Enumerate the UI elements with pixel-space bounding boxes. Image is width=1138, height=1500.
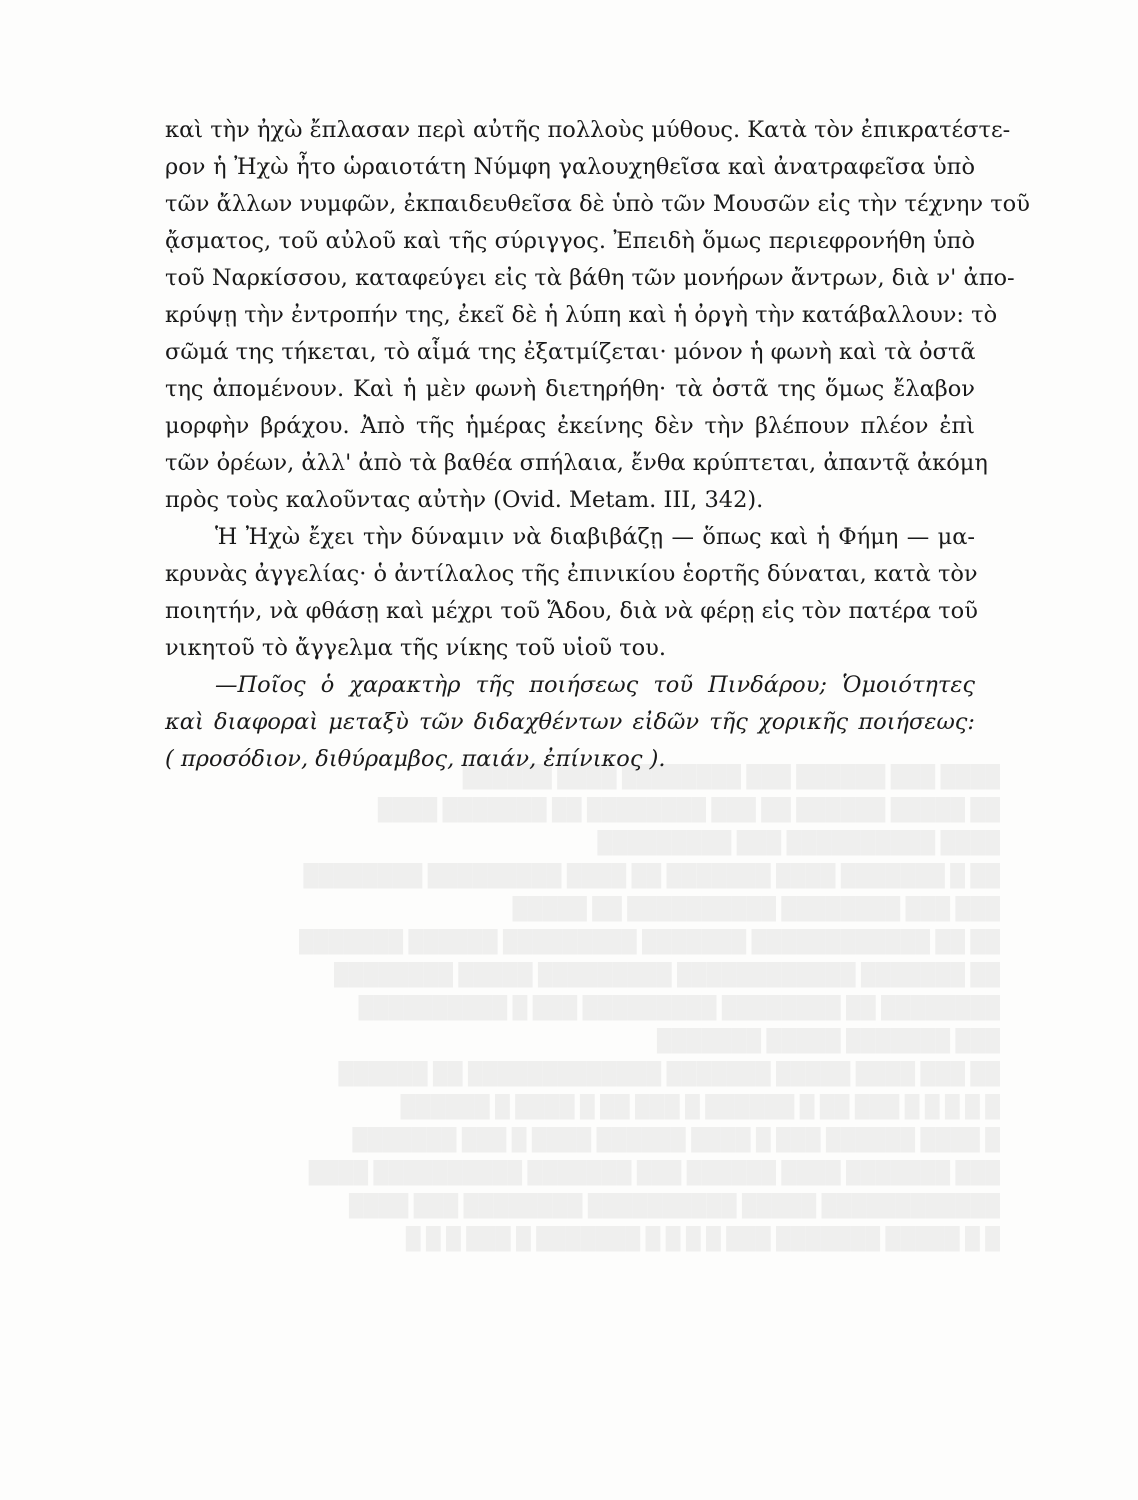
show-through-text: ████ ███ ██████ ███ ████████ ████ ██████ ██ █████ ██████ ██ ███ ████████ ██ ███████ ████ ████ ██████████ ███ █████████ ██ █ ███████ ████ ███████ ██ ████ █████████ ████████ ███ ███ ████████ ██████████ ██ █████ ██ ██ ████████████ ███████ █████████ ██████ ███████ ██ ███████ ████████████ █████████ █████ ████████ ████████ ██ ████████ █████████ ███ █ ██████████ ███ ███████ █████ ███████ ██ ███ ████ █████ ███████ █████████████ ██ ██████ █ █ █ █ █ ███ ██ █ ██████ █ ███ ██ █ ████ █ ██████ █ ████ ██████ ███ █ ████ ██████ ████ █ ███ ███████ ███ ███████ ████ ██████ ███ ███████ ██████████ ████ ████████████ █████ ██████████ ████████ ███ ████ █ █ █████ ███████ ███ █ █ █ █ ███████ █ ███ █ █ █	[298, 764, 1000, 1250]
question-line-2: καὶ διαφοραὶ μεταξὺ τῶν διδαχθέντων εἰδῶν τῆς χορικῆς ποιήσεως:	[165, 709, 975, 735]
text-line-2: ρον ἡ Ἠχὼ ἦτο ὡραιοτάτη Νύμφη γαλουχηθεῖσα καὶ ἀνατραφεῖσα ὑπὸ	[165, 154, 975, 180]
text-line-7: σῶμά της τήκεται, τὸ αἷμά της ἐξατμίζεται· μόνον ἡ φωνὴ καὶ τὰ ὀστᾶ	[165, 339, 976, 365]
text-line-6: κρύψῃ τὴν ἐντροπήν της, ἐκεῖ δὲ ἡ λύπη καὶ ἡ ὀργὴ τὴν κατάβαλλουν: τὸ	[165, 302, 998, 328]
text-line-13: κρυνὰς ἀγγελίας· ὁ ἀντίλαλος τῆς ἐπινικίου ἑορτῆς δύναται, κατὰ τὸν	[165, 561, 978, 587]
question-line-1: —Ποῖος ὁ χαρακτὴρ τῆς ποιήσεως τοῦ Πινδάρου; Ὁμοιότητες	[215, 672, 975, 698]
question-line-3: ( προσόδιον, διθύραμβος, παιάν, ἐπίνικος ).	[165, 746, 666, 772]
text-line-12: Ἡ Ἠχὼ ἔχει τὴν δύναμιν νὰ διαβιβάζῃ — ὅπως καὶ ἡ Φήμη — μα-	[215, 524, 975, 550]
body-text	[165, 112, 1030, 778]
text-line-9: μορφὴν βράχου. Ἀπὸ τῆς ἡμέρας ἐκείνης δὲν τὴν βλέπουν πλέον ἐπὶ	[165, 413, 975, 439]
text-line-14: ποιητήν, νὰ φθάσῃ καὶ μέχρι τοῦ Ἅδου, διὰ νὰ φέρῃ εἰς τὸν πατέρα τοῦ	[165, 598, 978, 624]
text-line-11: πρὸς τοὺς καλοῦντας αὐτὴν (Ovid. Metam. III, 342).	[165, 487, 764, 513]
text-line-3: τῶν ἄλλων νυμφῶν, ἐκπαιδευθεῖσα δὲ ὑπὸ τῶν Μουσῶν εἰς τὴν τέχνην τοῦ	[165, 191, 1030, 217]
text-line-1: καὶ τὴν ἠχὼ ἔπλασαν περὶ αὐτῆς πολλοὺς μύθους. Κατὰ τὸν ἐπικρατέστε-	[165, 117, 1011, 143]
text-line-10: τῶν ὀρέων, ἀλλ' ἀπὸ τὰ βαθέα σπήλαια, ἔνθα κρύπτεται, ἀπαντᾷ ἀκόμη	[165, 450, 988, 476]
text-line-15: νικητοῦ τὸ ἄγγελμα τῆς νίκης τοῦ υἱοῦ του.	[165, 635, 666, 661]
text-line-8: της ἀπομένουν. Καὶ ἡ μὲν φωνὴ διετηρήθη· τὰ ὀστᾶ της ὅμως ἔλαβον	[165, 376, 975, 402]
text-line-4: ᾄσματος, τοῦ αὐλοῦ καὶ τῆς σύριγγος. Ἐπειδὴ ὅμως περιεφρονήθη ὑπὸ	[165, 228, 975, 254]
text-line-5: τοῦ Ναρκίσσου, καταφεύγει εἰς τὰ βάθη τῶν μονήρων ἄντρων, διὰ ν' ἀπο-	[165, 265, 1015, 291]
